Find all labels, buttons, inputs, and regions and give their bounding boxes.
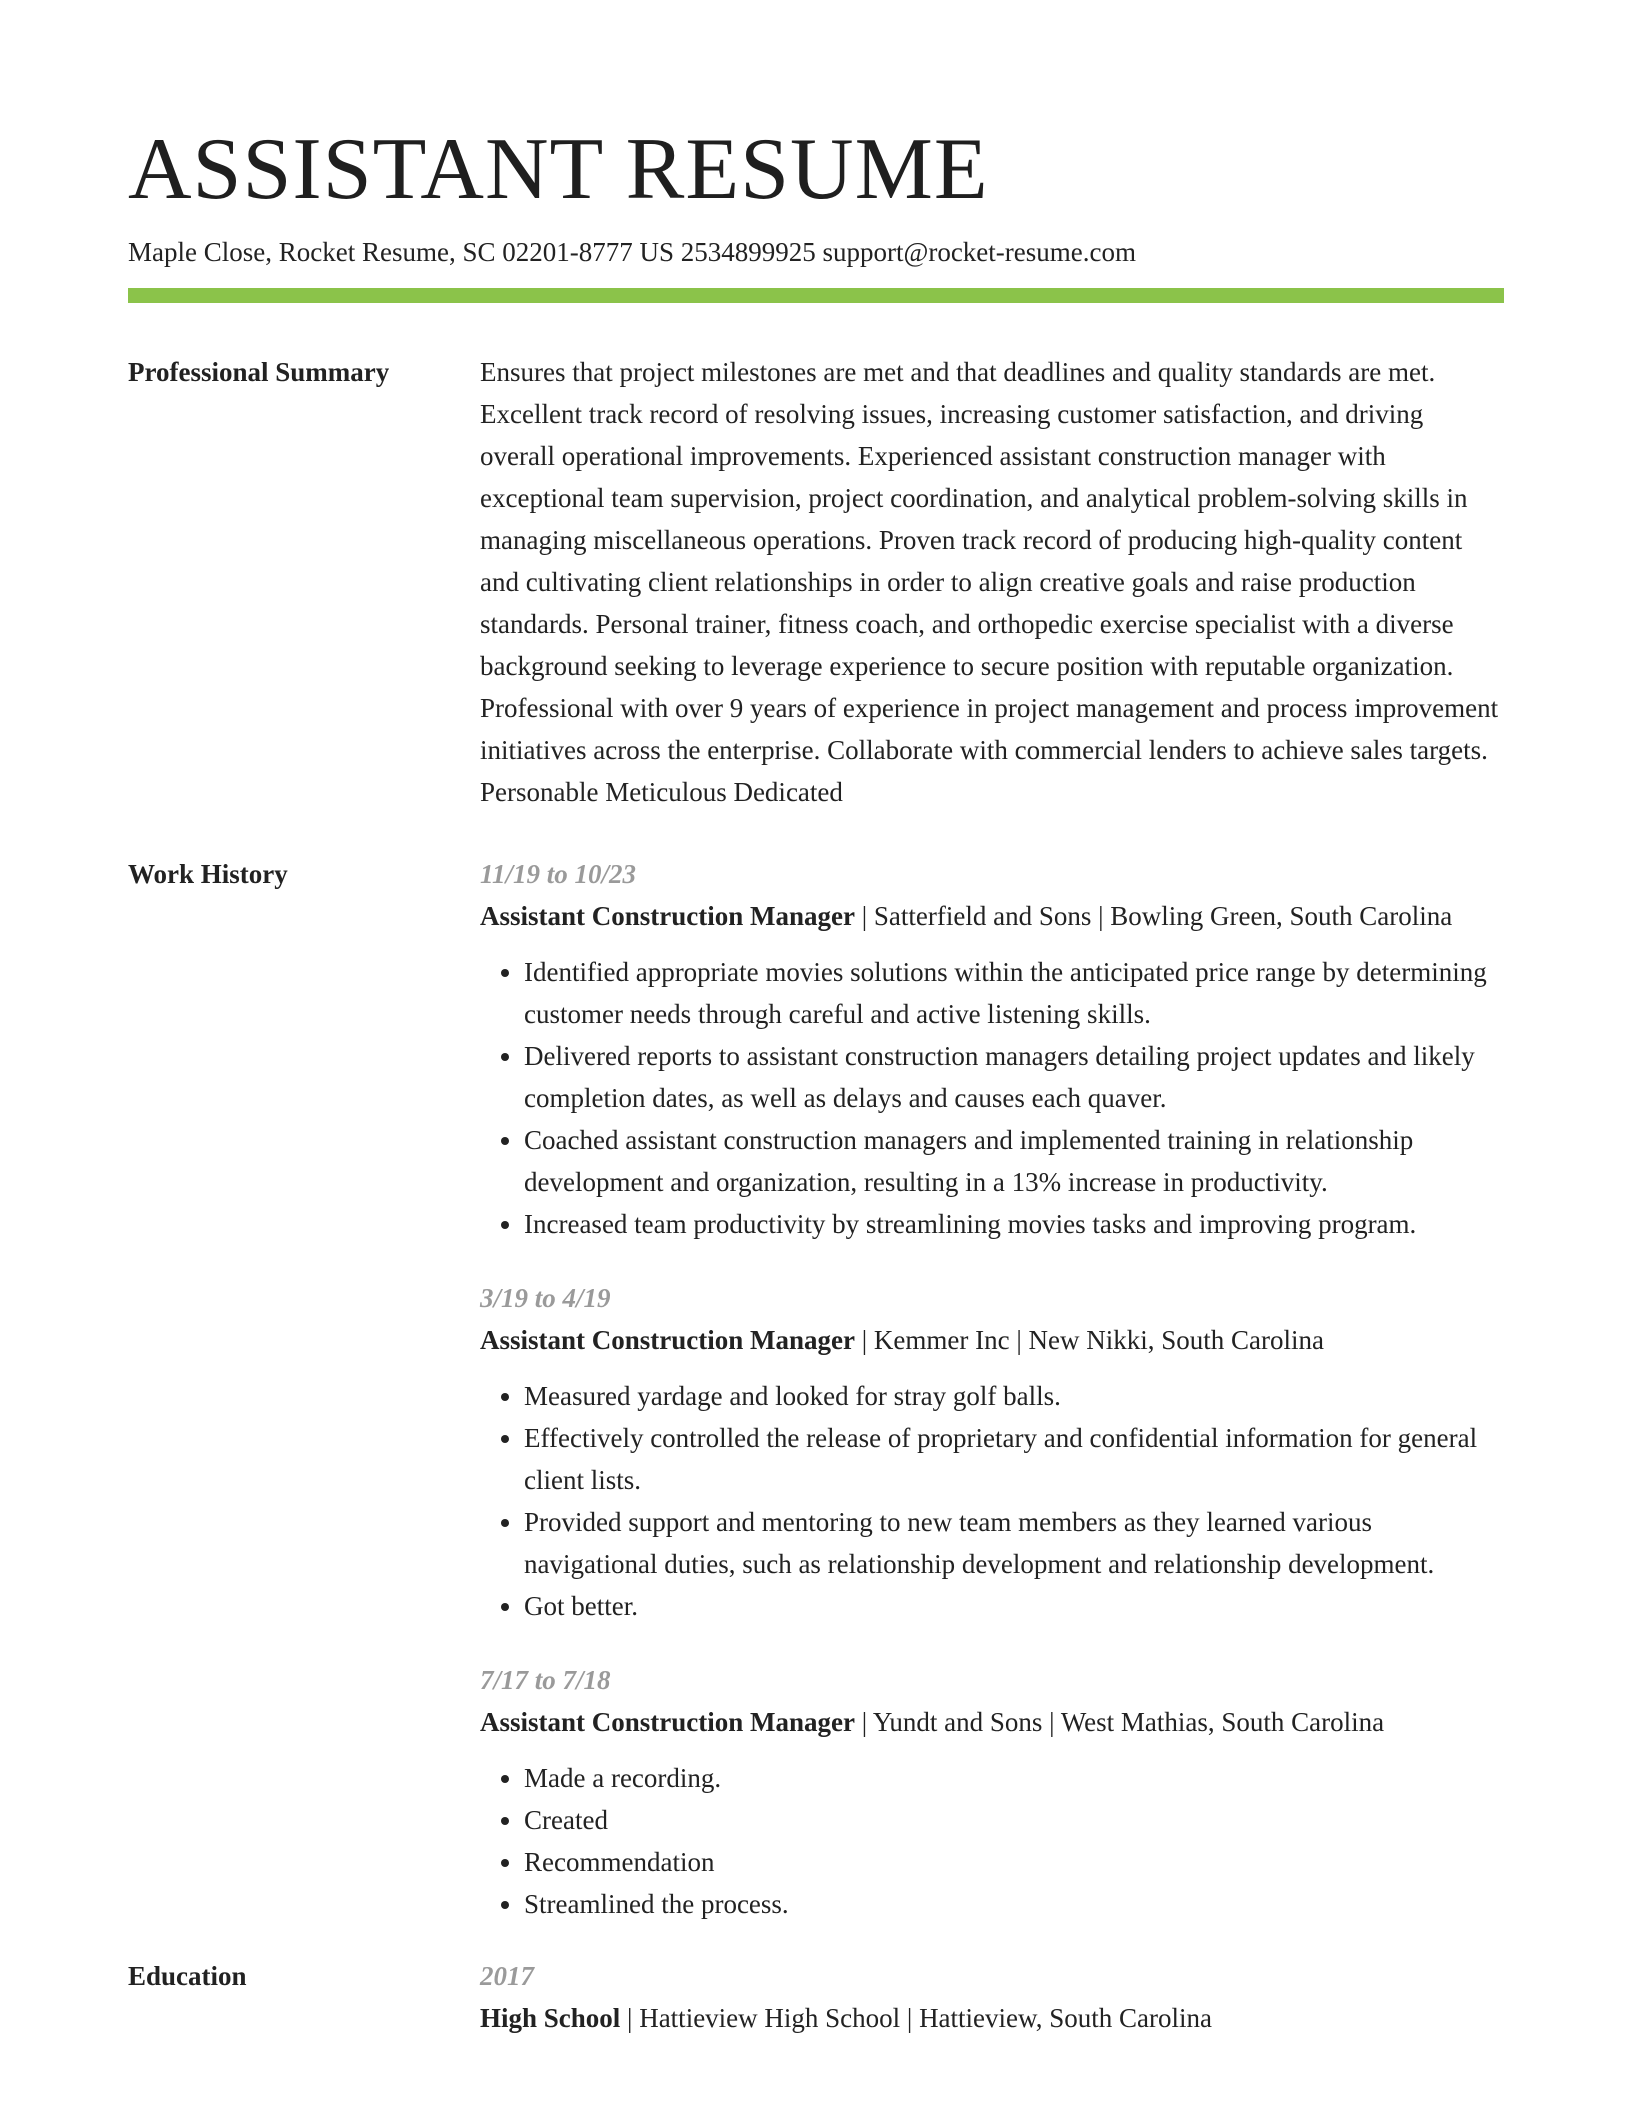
resume-title: ASSISTANT RESUME [128,121,989,218]
job-title: Assistant Construction Manager [480,901,855,931]
job-bullet: • Created [524,1799,1504,1841]
resume-page [128,120,1504,2039]
job-bullet: • Identified appropriate movies solutions within the anticipated price range by determining customer needs through careful and active listening skills. [524,951,1504,1035]
job-bullet: • Measured yardage and looked for stray golf balls. [524,1375,1504,1417]
education-year: 2017 [480,1961,534,1991]
job-bullet: • Effectively controlled the release of proprietary and confidential information for general client lists. [524,1417,1504,1501]
contact-line: Maple Close, Rocket Resume, SC 02201-8777 US 2534899925 support@rocket-resume.com [128,237,1136,267]
job-title: Assistant Construction Manager [480,1325,855,1355]
job-entry [480,1659,1504,1925]
job-bullet: • Streamlined the process. [524,1883,1504,1925]
education-details: | Hattieview High School | Hattieview, South Carolina [620,2003,1213,2033]
education-label: Education [128,1961,247,1991]
education-section [128,1955,1504,2039]
job-entry [480,1277,1504,1627]
job-details: | Kemmer Inc | New Nikki, South Carolina [855,1325,1324,1355]
summary-label: Professional Summary [128,357,390,387]
accent-divider [128,288,1504,303]
job-bullet: • Increased team productivity by streamlining movies tasks and improving program. [524,1203,1504,1245]
job-heading [480,1701,1504,1743]
job-entry [480,853,1504,1245]
job-bullet: • Coached assistant construction managers and implemented training in relationship development and organization, resulting in a 13% increase in productivity. [524,1119,1504,1203]
job-bullet: • Delivered reports to assistant construction managers detailing project updates and likely completion dates, as well as delays and causes each quaver. [524,1035,1504,1119]
job-details: | Yundt and Sons | West Mathias, South Carolina [855,1707,1385,1737]
job-bullets [480,951,1504,1245]
summary-text: Ensures that project milestones are met and that deadlines and quality standards are met. Excellent track record of resolving issues, increasing customer satisfaction, and driving overall operational improvements. Experienced assistant construction manager with exceptional team supervision, project coordination, and analytical problem-solving skills in managing miscellaneous operations. Proven track record of producing high-quality content and cultivating client relationships in order to align creative goals and raise production standards. Personal trainer, fitness coach, and orthopedic exercise specialist with a diverse background seeking to leverage experience to secure position with reputable organization. Professional with over 9 years of experience in project management and process improvement initiatives across the enterprise. Collaborate with commercial lenders to achieve sales targets. Personable Meticulous Dedicated [480,357,1499,807]
education-heading [480,1997,1504,2039]
job-dates: 3/19 to 4/19 [480,1283,611,1313]
job-title: Assistant Construction Manager [480,1707,855,1737]
job-bullet: • Got better. [524,1585,1504,1627]
job-bullet: • Made a recording. [524,1757,1504,1799]
job-bullets [480,1757,1504,1925]
work-history-section [128,853,1504,1925]
job-bullets [480,1375,1504,1627]
job-details: | Satterfield and Sons | Bowling Green, South Carolina [855,901,1453,931]
summary-section [128,351,1504,813]
education-entry [480,1955,1504,2039]
education-degree: High School [480,2003,621,2033]
job-heading [480,895,1504,937]
job-bullet: • Recommendation [524,1841,1504,1883]
work-history-list [480,853,1504,1925]
job-dates: 11/19 to 10/23 [480,859,637,889]
job-bullet: • Provided support and mentoring to new team members as they learned various navigational duties, such as relationship development and relationship development. [524,1501,1504,1585]
work-history-label: Work History [128,859,288,889]
job-heading [480,1319,1504,1361]
job-dates: 7/17 to 7/18 [480,1665,611,1695]
